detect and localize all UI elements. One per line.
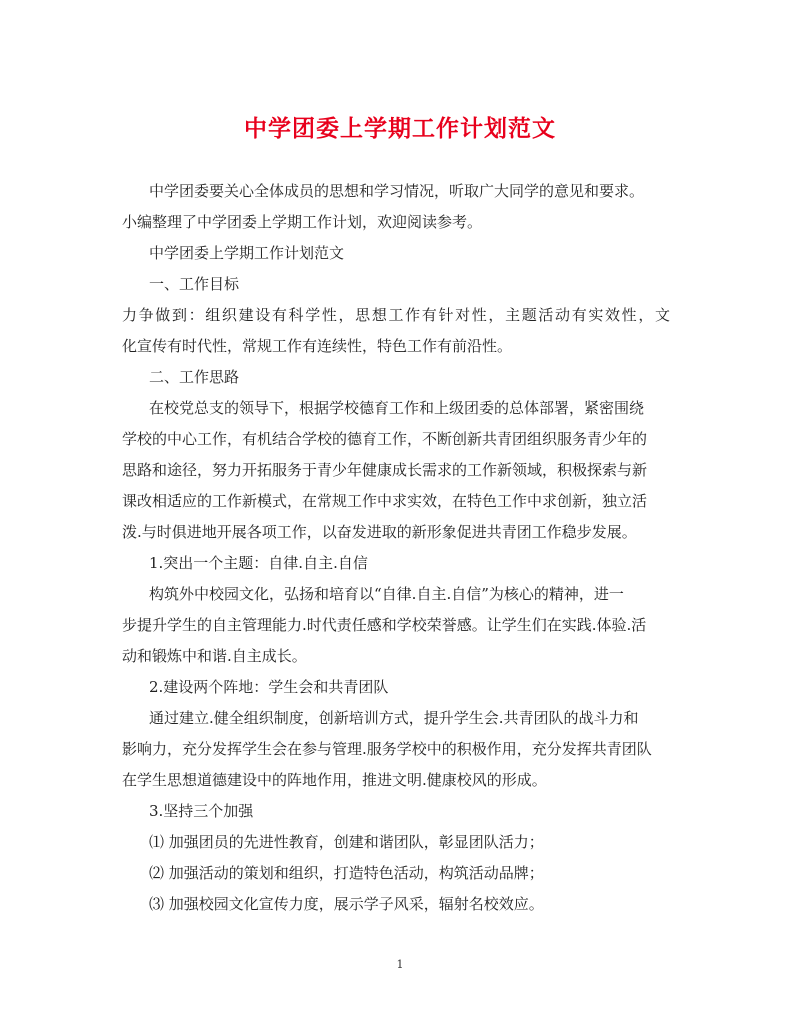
paragraph-line: 在学生思想道德建设中的阵地作用，推进文明.健康校风的形成。 (122, 771, 547, 789)
page-number: 1 (396, 958, 404, 971)
section-heading-approach: 二、工作思路 (149, 368, 240, 386)
paragraph-line: 通过建立.健全组织制度，创新培训方式，提升学生会.共青团队的战斗力和 (149, 709, 639, 727)
paragraph-line: 思路和途径，努力开拓服务于青少年健康成长需求的工作新领域，积极探索与新 (122, 461, 648, 479)
paragraph-line: 步提升学生的自主管理能力.时代责任感和学校荣誉感。让学生们在实践.体验.活 (122, 616, 647, 634)
list-item: ⑶ 加强校园文化宣传力度，展示学子风采，辐射名校效应。 (149, 895, 544, 913)
item-heading-theme: 1.突出一个主题：自律.自主.自信 (149, 554, 368, 572)
list-item: ⑵ 加强活动的策划和组织，打造特色活动，构筑活动品牌； (149, 864, 544, 882)
paragraph-line: 泼.与时俱进地开展各项工作，以奋发进取的新形象促进共青团工作稳步发展。 (122, 523, 637, 541)
paragraph-line: 力争做到：组织建设有科学性，思想工作有针对性，主题活动有实效性，文 (122, 306, 670, 324)
item-heading-strengthen: 3.坚持三个加强 (149, 802, 254, 820)
paragraph-line: 课改相适应的工作新模式，在常规工作中求实效，在特色工作中求创新，独立活 (122, 492, 648, 510)
paragraph-line: 中学团委要关心全体成员的思想和学习情况，听取广大同学的意见和要求。 (149, 182, 645, 200)
paragraph-line: 在校党总支的领导下，根据学校德育工作和上级团委的总体部署，紧密围绕 (149, 399, 645, 417)
paragraph-line: 影响力，充分发挥学生会在参与管理.服务学校中的积极作用，充分发挥共青团队 (122, 740, 652, 758)
paragraph-line: 学校的中心工作，有机结合学校的德育工作，不断创新共青团组织服务青少年的 (122, 430, 648, 448)
paragraph-line: 小编整理了中学团委上学期工作计划，欢迎阅读参考。 (122, 213, 483, 231)
item-heading-positions: 2.建设两个阵地：学生会和共青团队 (149, 678, 389, 696)
paragraph-line: 构筑外中校园文化，弘扬和培育以“自律.自主.自信”为核心的精神，进一 (149, 585, 624, 603)
subtitle-line: 中学团委上学期工作计划范文 (149, 244, 345, 262)
document-title: 中学团委上学期工作计划范文 (244, 115, 556, 142)
list-item: ⑴ 加强团员的先进性教育，创建和谐团队，彰显团队活力； (149, 833, 544, 851)
paragraph-line: 化宣传有时代性，常规工作有连续性，特色工作有前沿性。 (122, 337, 513, 355)
paragraph-line: 动和锻炼中和谐.自主成长。 (122, 647, 307, 665)
section-heading-goals: 一、工作目标 (149, 275, 240, 293)
